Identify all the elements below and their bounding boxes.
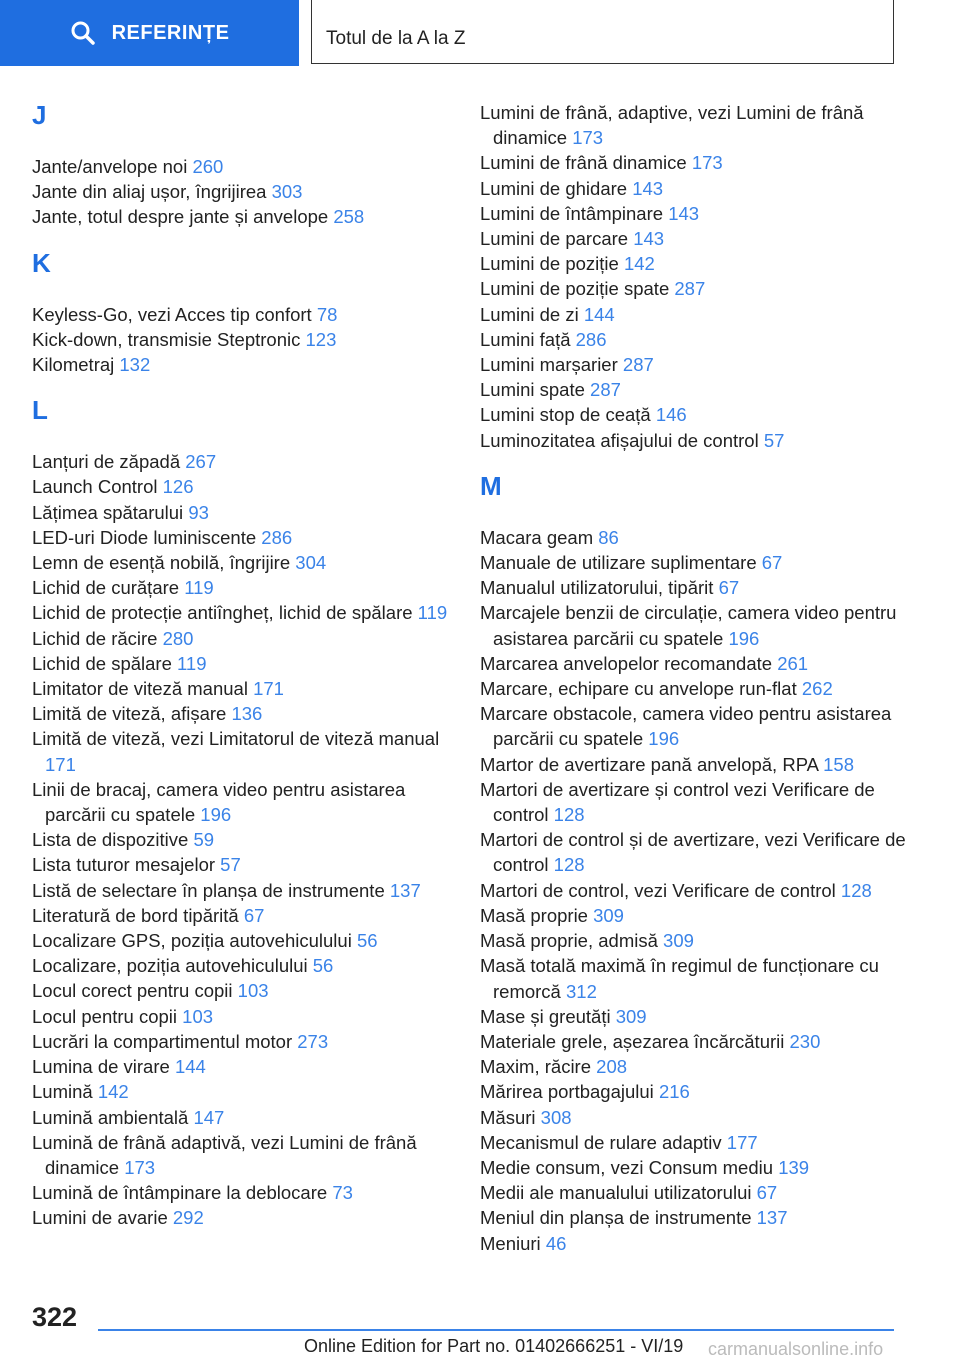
page-link[interactable]: 132	[119, 354, 151, 376]
page-link[interactable]: 128	[553, 854, 585, 876]
index-entry-text: Marcare, echipare cu anvelope run-flat	[480, 678, 797, 700]
page-link[interactable]: 286	[575, 328, 607, 350]
index-entry	[32, 827, 462, 852]
page-number: 322	[32, 1302, 78, 1332]
index-entry	[480, 377, 920, 402]
page-link[interactable]: 260	[192, 156, 224, 177]
page-link[interactable]: 308	[540, 1106, 572, 1128]
index-entry-text: Lumini de frână, adaptive, vezi Lumini de frână dinamice	[480, 102, 864, 149]
index-entry-text: Lumina de virare	[32, 1056, 170, 1078]
index-entry	[480, 878, 920, 903]
index-entry-text: Medii ale manualului utilizatorului	[480, 1182, 752, 1204]
index-entry-text: Lumini față	[480, 328, 571, 350]
index-entry	[480, 428, 920, 453]
index-entry-text: Jante, totul despre jante și anvelope	[32, 206, 329, 228]
page-link[interactable]: 287	[590, 379, 621, 401]
index-entry-text: Linii de bracaj, camera video pentru asistarea parcării cu spatele	[32, 778, 406, 826]
index-entry	[32, 878, 462, 903]
page-link[interactable]: 208	[596, 1056, 628, 1078]
index-entry-text: Marcarea anvelopelor recomandate	[480, 652, 773, 674]
page-link[interactable]: 147	[193, 1106, 225, 1128]
index-entry	[32, 154, 462, 179]
index-entry	[480, 201, 920, 226]
page-link[interactable]: 144	[174, 1056, 206, 1078]
index-entry	[480, 402, 920, 427]
index-entry-text: Lichid de răcire	[32, 627, 158, 649]
footer-divider	[98, 1329, 894, 1331]
page-link[interactable]: 262	[801, 678, 833, 700]
index-entry-text: Lichid de curățare	[32, 577, 180, 599]
page-link[interactable]: 196	[200, 804, 232, 826]
page-link[interactable]: 261	[777, 652, 809, 674]
index-entry	[480, 1004, 920, 1029]
index-entry	[480, 1155, 920, 1180]
index-entry-text: Martori de control, vezi Verificare de control	[480, 879, 836, 901]
index-entry-text: Medie consum, vezi Consum mediu	[480, 1156, 774, 1178]
page-link[interactable]: 146	[655, 404, 687, 426]
references-tab[interactable]	[0, 0, 299, 66]
index-entry	[480, 276, 920, 301]
watermark-text: carmanualsonline.info	[708, 1339, 884, 1359]
page-link[interactable]: 309	[615, 1005, 647, 1027]
index-entry	[32, 978, 462, 1003]
index-entry-text: Locul pentru copii	[32, 1005, 178, 1027]
index-entry	[32, 626, 462, 651]
index-entry	[32, 575, 462, 600]
page-link[interactable]: 142	[97, 1081, 129, 1103]
page-link[interactable]: 273	[297, 1030, 329, 1052]
page-link[interactable]: 57	[220, 854, 241, 876]
index-entry-text: Manuale de utilizare suplimentare	[480, 552, 757, 574]
section-letter: J	[32, 100, 47, 130]
index-entry	[32, 449, 462, 474]
index-entry	[480, 176, 920, 201]
page-link[interactable]: 137	[389, 879, 421, 901]
index-entry	[480, 1079, 920, 1104]
index-entry	[32, 327, 462, 352]
index-entry	[480, 525, 920, 550]
index-entry-text: Keyless-Go, vezi Acces tip confort	[32, 303, 312, 325]
page-link[interactable]: 59	[193, 829, 215, 851]
index-entry	[480, 1180, 920, 1205]
index-entry-text: Martori de control și de avertizare, vezi Verificare de control	[480, 829, 906, 876]
index-entry	[480, 352, 920, 377]
index-entry-text: Martori de avertizare și control vezi Verificare de control	[480, 778, 875, 826]
page-link[interactable]: 177	[726, 1131, 758, 1153]
page-link[interactable]: 67	[756, 1182, 778, 1204]
page-link[interactable]: 287	[674, 278, 706, 300]
page-link[interactable]: 67	[718, 577, 740, 599]
index-entry-text: Martor de avertizare pană anvelopă, RPA	[480, 753, 818, 775]
index-entry	[480, 752, 920, 777]
search-icon	[70, 20, 96, 46]
index-entry-text: Lumini spate	[480, 379, 585, 401]
page-link[interactable]: 139	[778, 1156, 810, 1178]
index-entry-text: Lista de dispozitive	[32, 829, 189, 851]
index-entry-text: Lumini de zi	[480, 303, 579, 325]
index-entry	[480, 1029, 920, 1054]
index-entry-text: Masă totală maximă în regimul de funcționare cu remorcă	[480, 955, 879, 1002]
index-entry	[480, 651, 920, 676]
section-letter: L	[32, 395, 48, 426]
index-entry	[32, 651, 462, 676]
page-link[interactable]: 56	[312, 955, 334, 977]
index-entry	[480, 327, 920, 352]
page-link[interactable]: 56	[356, 930, 378, 952]
index-entry-text: Jante/anvelope noi	[32, 156, 188, 177]
index-entry-text: Launch Control	[32, 476, 158, 498]
index-entry	[480, 928, 920, 953]
page-link[interactable]: 309	[663, 930, 694, 952]
page-link[interactable]: 303	[271, 181, 303, 203]
page-link[interactable]: 143	[632, 177, 664, 199]
page-link[interactable]: 171	[45, 753, 76, 775]
section-letter: M	[480, 470, 502, 501]
page-link[interactable]: 144	[583, 303, 615, 325]
page-link[interactable]: 267	[185, 451, 217, 473]
page-link[interactable]: 287	[622, 354, 654, 376]
index-entry	[480, 1105, 920, 1130]
page-link[interactable]: 73	[332, 1182, 353, 1204]
index-entry-text: Macara geam	[480, 526, 594, 548]
page-link[interactable]: 67	[761, 552, 783, 574]
index-entry-text: Lumini stop de ceață	[480, 404, 651, 426]
index-entry	[32, 726, 462, 776]
page-link[interactable]: 46	[545, 1232, 567, 1254]
page-link[interactable]: 93	[188, 501, 209, 523]
page-link[interactable]: 312	[566, 980, 597, 1002]
index-entry-text: Limită de viteză, vezi Limitatorul de viteză manual	[32, 728, 440, 750]
index-entry-text: Lumină ambientală	[32, 1106, 189, 1128]
page-link[interactable]: 173	[124, 1156, 156, 1178]
page-link[interactable]: 286	[261, 526, 293, 548]
index-entry	[32, 179, 462, 204]
index-entry	[32, 1180, 462, 1205]
index-entry-text: Masă proprie	[480, 904, 588, 926]
index-entry	[32, 1079, 462, 1104]
index-entry	[480, 1231, 920, 1256]
index-entry	[480, 827, 920, 877]
index-entry-text: Maxim, răcire	[480, 1056, 592, 1078]
breadcrumb-label: Totul de la A la Z	[326, 28, 466, 49]
page-link[interactable]: 119	[417, 602, 448, 624]
index-entry-text: Lumini marșarier	[480, 354, 618, 376]
top-bar	[0, 0, 960, 66]
index-entry-text: Marcare obstacole, camera video pentru asistarea parcării cu spatele	[480, 703, 892, 750]
index-entry-text: Listă de selectare în planșa de instrumente	[32, 879, 385, 901]
index-entry-text: Luminozitatea afișajului de control	[480, 429, 759, 451]
index-entry-text: Localizare GPS, poziția autovehiculului	[32, 930, 352, 952]
page-link[interactable]: 216	[658, 1081, 690, 1103]
page-link[interactable]: 230	[789, 1030, 821, 1052]
index-entry	[32, 474, 462, 499]
index-entry-text: Lumini de frână dinamice	[480, 152, 687, 174]
index-entry	[32, 302, 462, 327]
page-link[interactable]: 173	[572, 127, 604, 149]
index-entry	[480, 600, 920, 650]
index-column-left	[32, 100, 462, 1231]
index-entry-text: Marcajele benzii de circulație, camera video pentru asistarea parcării cu spatele	[480, 602, 897, 649]
index-entry-text: Măsuri	[480, 1106, 536, 1128]
references-tab-label: REFERINȚE	[111, 21, 230, 44]
page-link[interactable]: 103	[182, 1005, 214, 1027]
index-entry	[32, 1105, 462, 1130]
index-entry	[32, 600, 462, 625]
index-entry-text: Localizare, poziția autovehiculului	[32, 955, 308, 977]
page-link[interactable]: 128	[840, 879, 872, 901]
index-entry	[480, 100, 920, 150]
page-link[interactable]: 119	[177, 652, 207, 674]
index-entry-text: Lumini de poziție	[480, 253, 619, 275]
page-link[interactable]: 304	[295, 552, 327, 574]
page-link[interactable]: 103	[237, 980, 269, 1002]
page-link[interactable]: 67	[243, 904, 265, 926]
index-entry-text: Mecanismul de rulare adaptiv	[480, 1131, 722, 1153]
page-link[interactable]: 280	[162, 627, 194, 649]
index-entry	[480, 903, 920, 928]
index-entry	[32, 701, 462, 726]
breadcrumb	[311, 0, 894, 64]
index-entry-text: Meniul din planșa de instrumente	[480, 1207, 752, 1229]
index-entry-text: Literatură de bord tipărită	[32, 904, 239, 926]
index-entry	[480, 701, 920, 751]
page-link[interactable]: 173	[691, 152, 723, 174]
page-link[interactable]: 119	[184, 577, 214, 599]
index-entry	[480, 302, 920, 327]
index-entry	[32, 1054, 462, 1079]
page-link[interactable]: 78	[316, 303, 338, 325]
page-link[interactable]: 137	[756, 1207, 788, 1229]
index-entry	[480, 226, 920, 251]
page-link[interactable]: 258	[333, 206, 365, 228]
page-link[interactable]: 196	[648, 728, 680, 750]
index-entry	[480, 150, 920, 175]
index-column-right	[480, 100, 920, 1256]
index-entry	[480, 676, 920, 701]
index-entry-text: Limitator de viteză manual	[32, 678, 248, 700]
index-entry	[32, 204, 462, 229]
index-entry-text: Lumini de avarie	[32, 1207, 168, 1229]
index-entry-text: Lumini de poziție spate	[480, 278, 670, 300]
edition-text: Online Edition for Part no. 01402666251 - VI/19	[304, 1336, 684, 1356]
index-entry	[32, 500, 462, 525]
index-entry-text: Lanțuri de zăpadă	[32, 451, 181, 473]
index-entry-text: Lichid de protecție antiîngheț, lichid de spălare	[32, 602, 413, 624]
index-entry	[32, 352, 462, 377]
page-link[interactable]: 143	[633, 228, 665, 250]
index-entry	[480, 251, 920, 276]
index-entry	[480, 1054, 920, 1079]
index-entry-text: Lumină	[32, 1081, 93, 1103]
index-entry-text: Lucrări la compartimentul motor	[32, 1030, 293, 1052]
section-letter: K	[32, 247, 51, 278]
index-entry-text: Kick-down, transmisie Steptronic	[32, 328, 301, 350]
index-entry	[32, 676, 462, 701]
index-entry	[480, 1205, 920, 1230]
page-link[interactable]: 171	[253, 678, 284, 700]
page-link[interactable]: 158	[823, 753, 855, 775]
index-entry-text: Masă proprie, admisă	[480, 930, 658, 952]
index-entry-text: Lumini de întâmpinare	[480, 202, 664, 224]
page-link[interactable]: 143	[668, 202, 700, 224]
index-entry	[32, 928, 462, 953]
index-entry	[32, 1004, 462, 1029]
index-entry	[480, 575, 920, 600]
index-entry	[32, 953, 462, 978]
index-entry-text: Limită de viteză, afișare	[32, 703, 227, 725]
index-entry	[32, 550, 462, 575]
page-link[interactable]: 86	[598, 526, 619, 548]
index-entry-text: Mărirea portbagajului	[480, 1081, 654, 1103]
index-entry-text: Lumină de frână adaptivă, vezi Lumini de frână dinamice	[32, 1131, 417, 1178]
index-entry-text: Lumini de parcare	[480, 228, 629, 250]
page-link[interactable]: 57	[763, 429, 785, 451]
index-entry	[32, 1130, 462, 1180]
index-entry-text: Kilometraj	[32, 354, 115, 376]
page-link[interactable]: 142	[623, 253, 655, 275]
index-entry-text: Meniuri	[480, 1232, 541, 1254]
index-entry-text: Lățimea spătarului	[32, 501, 184, 523]
index-entry-text: Lemn de esență nobilă, îngrijire	[32, 552, 291, 574]
index-entry-text: Locul corect pentru copii	[32, 980, 233, 1002]
page-link[interactable]: 309	[593, 904, 624, 926]
index-entry-text: Lumini de ghidare	[480, 177, 628, 199]
index-entry	[32, 903, 462, 928]
index-entry	[32, 777, 462, 827]
index-entry	[480, 953, 920, 1003]
page-link[interactable]: 128	[553, 804, 585, 826]
index-entry-text: Lista tuturor mesajelor	[32, 854, 216, 876]
index-entry	[480, 1130, 920, 1155]
index-entry-text: Lumină de întâmpinare la deblocare	[32, 1182, 328, 1204]
page-link[interactable]: 292	[172, 1207, 204, 1229]
page-link[interactable]: 136	[231, 703, 263, 725]
index-entry-text: Manualul utilizatorului, tipărit	[480, 577, 714, 599]
index-entry-text: Mase și greutăți	[480, 1005, 611, 1027]
page-link[interactable]: 126	[162, 476, 194, 498]
index-entry-text: Lichid de spălare	[32, 652, 172, 674]
index-entry-text: Jante din aliaj ușor, îngrijirea	[32, 181, 267, 203]
index-entry	[480, 550, 920, 575]
page-link[interactable]: 123	[305, 328, 337, 350]
index-entry	[480, 777, 920, 827]
index-entry	[32, 852, 462, 877]
index-entry-text: Materiale grele, așezarea încărcăturii	[480, 1030, 785, 1052]
index-entry	[32, 525, 462, 550]
index-entry	[32, 1029, 462, 1054]
index-entry-text: LED-uri Diode luminiscente	[32, 526, 257, 548]
index-entry	[32, 1205, 462, 1230]
page-link[interactable]: 196	[728, 627, 760, 649]
